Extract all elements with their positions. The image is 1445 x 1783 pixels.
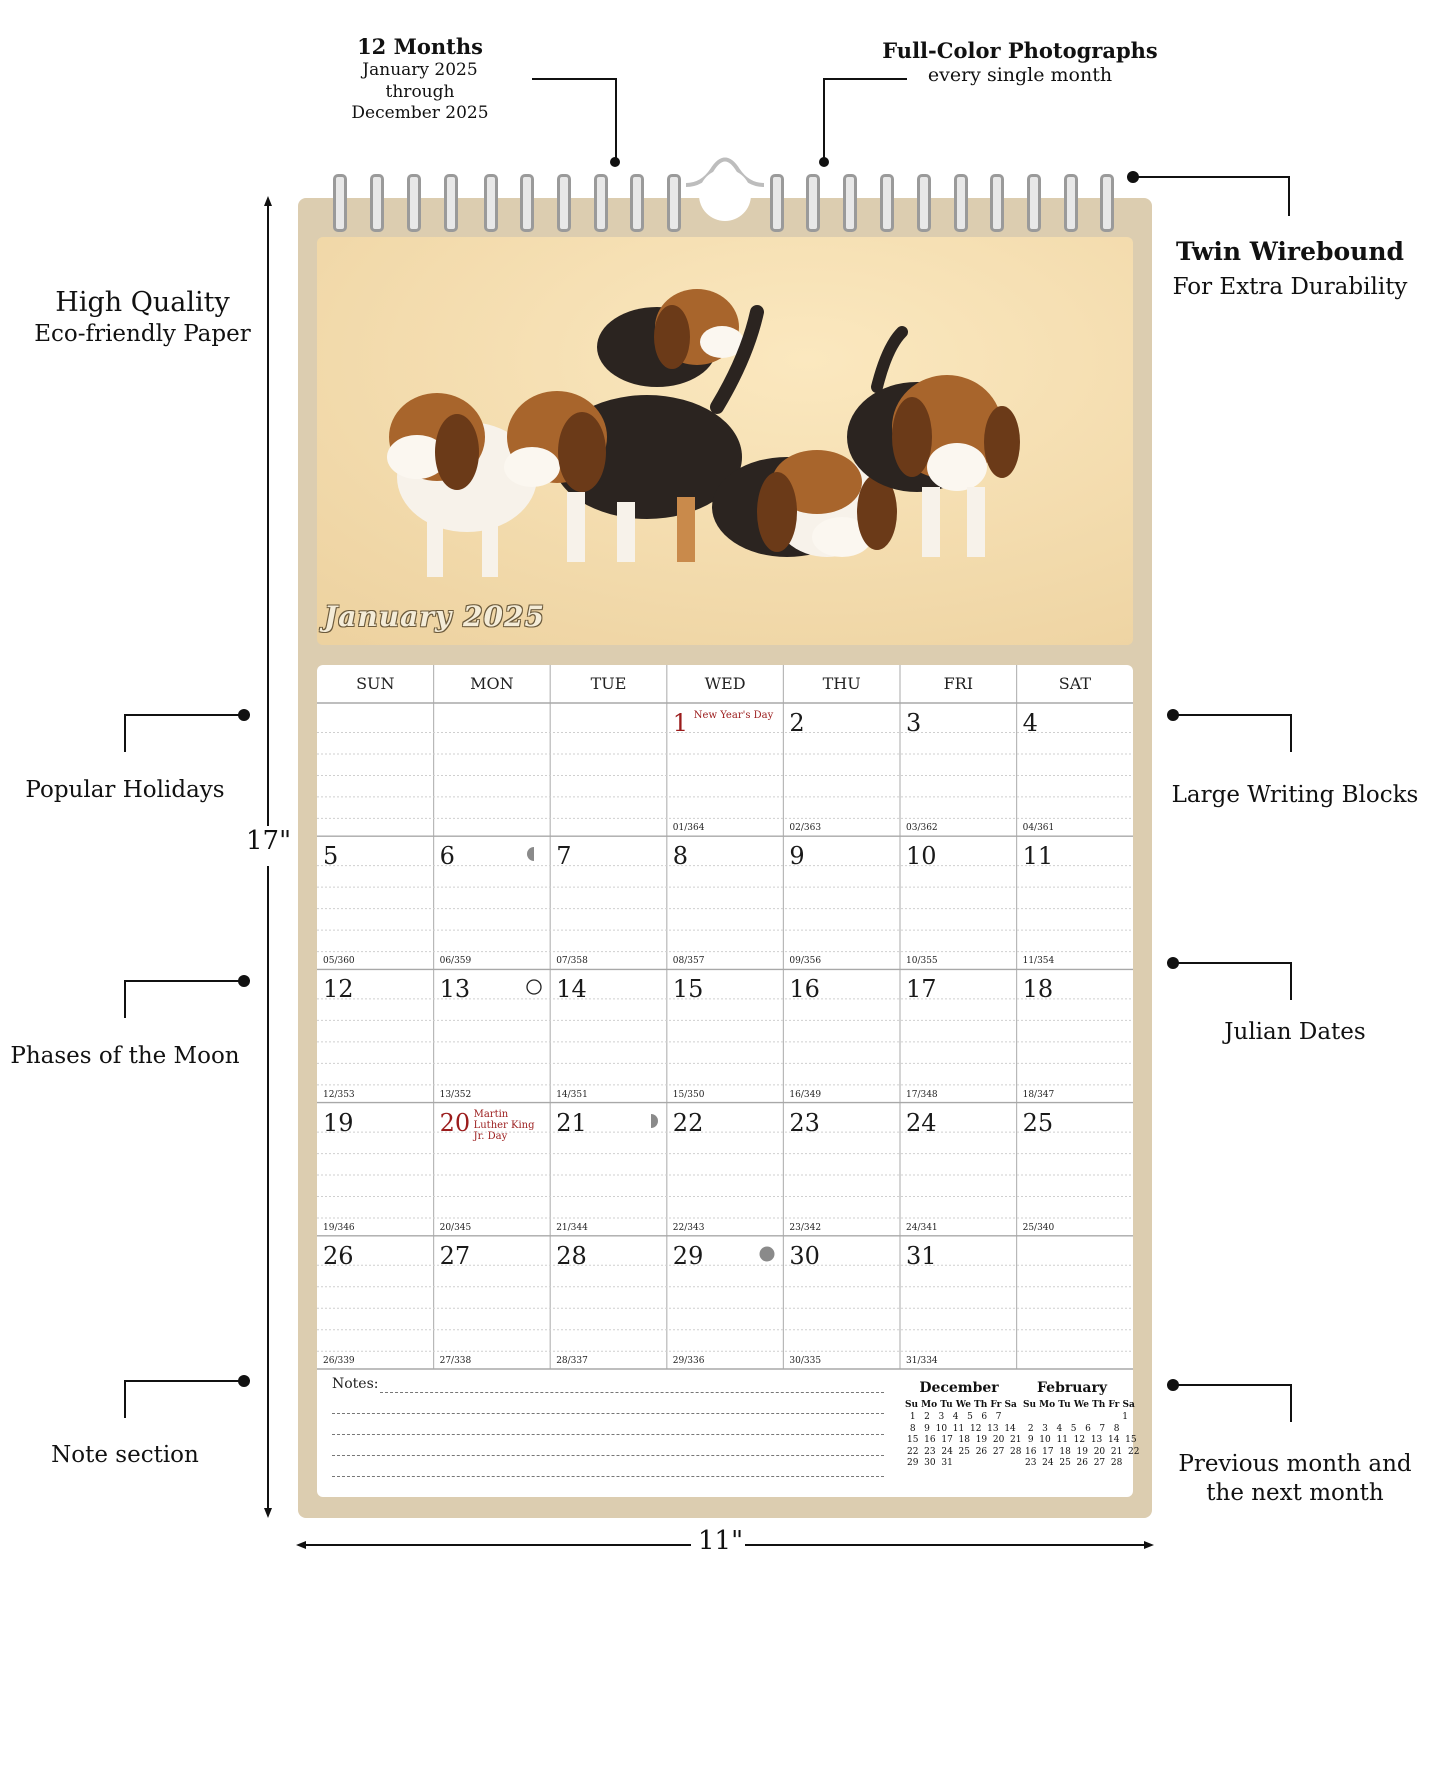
- day-number: 10: [906, 842, 937, 871]
- moon-new-icon: [759, 1246, 775, 1262]
- day-number: 21: [556, 1108, 587, 1137]
- binding-ring: [407, 174, 421, 232]
- notes-leader-h: [124, 1380, 242, 1382]
- height-label: 17": [246, 826, 292, 856]
- notes-line: [332, 1434, 884, 1435]
- day-cell[interactable]: [317, 1103, 434, 1236]
- day-number: 14: [556, 975, 587, 1004]
- julian-date: 20/345: [439, 1222, 472, 1233]
- julian-date: 29/336: [672, 1355, 705, 1366]
- hanger-hook: [682, 145, 768, 235]
- blocks-callout-text: Large Writing Blocks: [1171, 782, 1419, 808]
- julian-date: 25/340: [1022, 1222, 1055, 1233]
- holiday-label: New Year's Day: [693, 710, 774, 721]
- binding-ring: [594, 174, 608, 232]
- day-cell[interactable]: [1017, 703, 1134, 836]
- moon-last-quarter-icon: [643, 1113, 659, 1129]
- day-number: 19: [323, 1108, 354, 1137]
- julian-date: 11/354: [1022, 956, 1055, 967]
- paper-callout-sub: Eco-friendly Paper: [34, 320, 251, 347]
- day-number: 25: [1022, 1108, 1054, 1137]
- width-label: 11": [698, 1526, 744, 1556]
- julian-date: 15/350: [672, 1089, 705, 1100]
- photos-callout-sub: every single month: [927, 64, 1113, 87]
- weekday-fri: FRI: [943, 674, 974, 693]
- day-cell[interactable]: [783, 703, 900, 836]
- julian-date: 28/337: [556, 1355, 588, 1366]
- photos-callout: [880, 38, 1160, 88]
- mini-next-title: February: [1036, 1380, 1107, 1396]
- months-callout-line2: December 2025: [351, 102, 489, 123]
- paper-callout: [20, 286, 265, 349]
- day-cell[interactable]: [667, 969, 784, 1102]
- notes-line: [332, 1476, 884, 1477]
- day-cell[interactable]: [783, 836, 900, 969]
- day-number: 28: [556, 1241, 587, 1270]
- weekday-mon: MON: [470, 674, 514, 693]
- prevnext-callout: [1165, 1450, 1425, 1508]
- binding-ring: [370, 174, 384, 232]
- julian-date: 26/339: [323, 1355, 355, 1366]
- prevnext-callout-line1: Previous month and: [1178, 1451, 1412, 1477]
- photos-callout-title: Full-Color Photographs: [882, 38, 1158, 63]
- binding-ring: [770, 174, 784, 232]
- day-cell[interactable]: [667, 703, 784, 836]
- julian-callout: [1190, 1018, 1400, 1047]
- julian-callout-text: Julian Dates: [1224, 1019, 1366, 1045]
- julian-date: 22/343: [672, 1222, 705, 1233]
- day-number: 9: [789, 842, 805, 871]
- julian-date: 05/360: [323, 956, 355, 967]
- julian-date: 31/334: [906, 1355, 938, 1366]
- day-cell[interactable]: [900, 969, 1017, 1102]
- julian-date: 07/358: [556, 956, 588, 967]
- day-cell[interactable]: [900, 1103, 1017, 1236]
- day-number: 15: [672, 975, 704, 1004]
- day-number: 23: [789, 1108, 820, 1137]
- months-callout-title: 12 Months: [357, 34, 483, 59]
- julian-date: 03/362: [906, 823, 938, 834]
- day-number: 24: [906, 1108, 937, 1137]
- weekday-tue: TUE: [590, 674, 627, 693]
- day-cell[interactable]: [317, 836, 434, 969]
- julian-date: 04/361: [1022, 823, 1055, 834]
- day-number: 31: [906, 1241, 937, 1270]
- day-number: 2: [789, 709, 805, 737]
- day-cell[interactable]: [667, 1236, 784, 1369]
- day-cell[interactable]: [434, 1236, 551, 1369]
- julian-date: 08/357: [672, 956, 705, 967]
- day-number: 17: [906, 975, 937, 1004]
- prevnext-leader-h: [1173, 1384, 1292, 1386]
- moon-first-quarter-icon: [526, 846, 542, 862]
- mini-week-row: 29 30 31: [907, 1458, 953, 1468]
- weekday-sun: SUN: [356, 674, 395, 693]
- day-cell[interactable]: [783, 1236, 900, 1369]
- wire-leader-h: [1133, 176, 1290, 178]
- binding-ring: [806, 174, 820, 232]
- day-cell[interactable]: [434, 1103, 551, 1236]
- day-number: 1: [672, 709, 689, 737]
- holidays-callout: [10, 776, 240, 805]
- mini-week-row: 15 16 17 18 19 20 21: [907, 1435, 1022, 1445]
- day-number: 16: [789, 975, 820, 1004]
- binding-ring: [990, 174, 1004, 232]
- binding-ring: [1064, 174, 1078, 232]
- weekday-wed: WED: [704, 674, 746, 693]
- binding-ring: [444, 174, 458, 232]
- binding-ring: [333, 174, 347, 232]
- moon-leader-v: [124, 980, 126, 1018]
- holidays-leader-v: [124, 714, 126, 752]
- day-cell[interactable]: [1017, 1103, 1134, 1236]
- day-number: 3: [906, 709, 922, 737]
- julian-date: 23/342: [789, 1222, 822, 1233]
- mini-week-row: 16 17 18 19 20 21 22: [1025, 1446, 1140, 1457]
- holidays-leader-h: [124, 714, 242, 716]
- binding-ring: [557, 174, 571, 232]
- binding-ring: [1100, 174, 1114, 232]
- julian-date: 09/356: [789, 956, 822, 967]
- julian-date: 19/346: [323, 1222, 355, 1233]
- day-number: 8: [672, 842, 689, 871]
- day-cell[interactable]: [1017, 969, 1134, 1102]
- prevnext-leader-v: [1290, 1384, 1292, 1422]
- months-leader-dot: [610, 157, 620, 167]
- mini-prev-header: Su Mo Tu We Th Fr Sa: [905, 1400, 1017, 1410]
- mini-week-row: 8 9 10 11 12 13 14: [907, 1423, 1016, 1434]
- mini-week-row: 23 24 25 26 27 28: [1025, 1458, 1123, 1468]
- day-number: 29: [672, 1241, 704, 1270]
- day-cell[interactable]: [550, 1236, 667, 1369]
- wire-callout-sub: For Extra Durability: [1172, 274, 1408, 301]
- moon-callout: [5, 1042, 245, 1071]
- mini-week-row: 22 23 24 25 26 27 28: [907, 1446, 1022, 1457]
- julian-date: 18/347: [1022, 1089, 1055, 1100]
- day-cell[interactable]: [783, 1103, 900, 1236]
- months-leader-h: [532, 78, 617, 80]
- day-number: 26: [323, 1241, 354, 1270]
- moon-full-icon: [526, 979, 542, 995]
- day-number: 4: [1022, 709, 1038, 737]
- height-dimension-arrow: [258, 196, 278, 1518]
- day-number: 22: [672, 1108, 704, 1137]
- notes-label: Notes:: [332, 1376, 379, 1392]
- day-cell[interactable]: [317, 1236, 434, 1369]
- day-number: 20: [439, 1108, 471, 1137]
- julian-date: 12/353: [323, 1089, 355, 1100]
- blocks-leader-h: [1173, 714, 1292, 716]
- notes-callout-text: Note section: [51, 1442, 199, 1468]
- photos-leader-h: [823, 78, 907, 80]
- binding-ring: [484, 174, 498, 232]
- binding-ring: [1027, 174, 1041, 232]
- day-cell[interactable]: [1017, 836, 1134, 969]
- wire-leader-v: [1288, 176, 1290, 216]
- day-number: 30: [789, 1241, 820, 1270]
- day-number: 18: [1022, 975, 1054, 1004]
- day-cell[interactable]: [900, 1236, 1017, 1369]
- holiday-label: Martin Luther King Jr. Day: [473, 1108, 535, 1142]
- notes-leader-v: [124, 1380, 126, 1418]
- day-cell[interactable]: [550, 836, 667, 969]
- prevnext-callout-line2: the next month: [1206, 1479, 1384, 1506]
- month-photo: [317, 237, 1133, 645]
- day-cell[interactable]: [900, 836, 1017, 969]
- day-number: 27: [439, 1241, 471, 1270]
- months-callout: [330, 34, 510, 124]
- binding-ring: [880, 174, 894, 232]
- julian-date: 10/355: [906, 956, 938, 967]
- julian-date: 14/351: [556, 1089, 588, 1100]
- day-cell[interactable]: [667, 836, 784, 969]
- holidays-callout-text: Popular Holidays: [25, 777, 225, 803]
- binding-ring: [520, 174, 534, 232]
- notes-line: [380, 1392, 884, 1393]
- beagle-puppies-image: [317, 237, 1133, 645]
- months-leader-v: [615, 78, 617, 162]
- months-callout-line1: January 2025 through: [362, 60, 478, 102]
- julian-date: 30/335: [789, 1355, 822, 1366]
- binding-ring: [843, 174, 857, 232]
- day-number: 5: [323, 842, 339, 871]
- wire-callout: [1160, 236, 1420, 302]
- julian-date: 02/363: [789, 823, 822, 834]
- moon-callout-text: Phases of the Moon: [10, 1043, 240, 1069]
- day-cell[interactable]: [667, 1103, 784, 1236]
- day-number: 11: [1022, 842, 1054, 871]
- blocks-leader-v: [1290, 714, 1292, 752]
- paper-callout-title: High Quality: [55, 287, 230, 318]
- day-cell[interactable]: [550, 969, 667, 1102]
- mini-week-row: 2 3 4 5 6 7 8: [1025, 1423, 1120, 1434]
- day-cell[interactable]: [550, 1103, 667, 1236]
- day-number: 13: [439, 975, 471, 1004]
- day-number: 7: [556, 842, 572, 871]
- day-number: 6: [439, 842, 455, 871]
- weekday-sat: SAT: [1058, 674, 1092, 693]
- notes-line: [332, 1413, 884, 1414]
- mini-week-row: 1: [1025, 1412, 1128, 1422]
- julian-date: 24/341: [906, 1222, 938, 1233]
- month-title: January 2025: [324, 600, 545, 633]
- photos-leader-v: [823, 78, 825, 162]
- julian-date: 17/348: [906, 1089, 938, 1100]
- blocks-callout: [1160, 781, 1430, 810]
- julian-leader-h: [1173, 962, 1292, 964]
- julian-date: 21/344: [556, 1222, 588, 1233]
- day-cell[interactable]: [434, 969, 551, 1102]
- day-cell[interactable]: [434, 836, 551, 969]
- notes-callout: [20, 1441, 230, 1470]
- mini-next-header: Su Mo Tu We Th Fr Sa: [1023, 1400, 1135, 1410]
- day-cell[interactable]: [317, 969, 434, 1102]
- julian-date: 06/359: [439, 956, 472, 967]
- julian-date: 27/338: [439, 1355, 472, 1366]
- binding-ring: [667, 174, 681, 232]
- mini-week-row: 1 2 3 4 5 6 7: [907, 1412, 1002, 1422]
- wire-callout-title: Twin Wirebound: [1176, 237, 1404, 266]
- day-cell[interactable]: [783, 969, 900, 1102]
- day-number: 12: [323, 975, 354, 1004]
- notes-line: [332, 1455, 884, 1456]
- julian-leader-v: [1290, 962, 1292, 1000]
- binding-ring: [917, 174, 931, 232]
- mini-week-row: 9 10 11 12 13 14 15: [1025, 1435, 1137, 1445]
- day-cell[interactable]: [900, 703, 1017, 836]
- moon-leader-h: [124, 980, 242, 982]
- julian-date: 13/352: [439, 1089, 472, 1100]
- julian-date: 16/349: [789, 1089, 822, 1100]
- weekday-thu: THU: [822, 674, 861, 693]
- mini-prev-title: December: [919, 1380, 999, 1396]
- julian-date: 01/364: [672, 823, 705, 834]
- photos-leader-dot: [819, 157, 829, 167]
- binding-ring: [630, 174, 644, 232]
- binding-ring: [954, 174, 968, 232]
